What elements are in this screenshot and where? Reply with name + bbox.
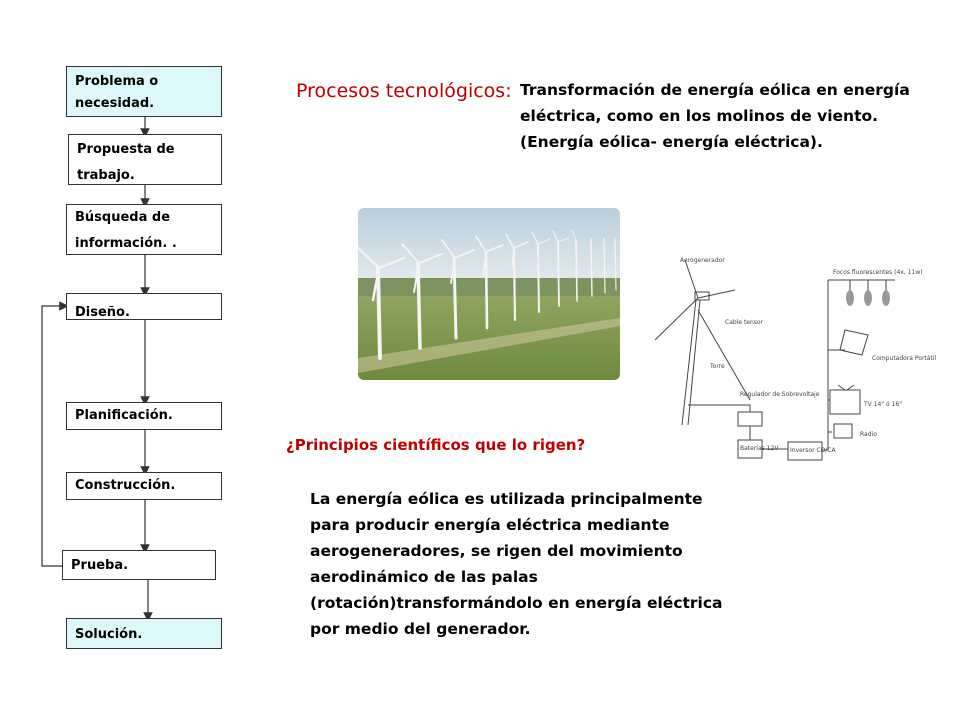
label-tv: TV 14" ó 16": [864, 401, 902, 408]
label-cable: Cable tensor: [725, 319, 764, 326]
step-label: Propuesta de: [77, 142, 175, 157]
step-construccion: [66, 472, 222, 500]
label-computadora: Computadora Portátil: [872, 355, 937, 362]
diagram-labels: [680, 257, 936, 454]
label-radio: Radio: [860, 431, 877, 438]
step-propuesta: [68, 134, 222, 185]
explanation-line: (rotación)transformándolo en energía eléctrica: [310, 594, 723, 612]
step-label: necesidad.: [75, 96, 155, 111]
explanation-line: aerogeneradores, se rigen del movimiento: [310, 542, 683, 560]
question-heading: ¿Principios científicos que lo rigen?: [286, 436, 586, 454]
step-problema: [66, 66, 222, 117]
explanation-line: aerodinámico de las palas: [310, 568, 538, 586]
step-prueba: [62, 550, 216, 580]
step-label: Solución.: [75, 627, 143, 642]
step-busqueda: [66, 204, 222, 255]
section-heading: Procesos tecnológicos:: [296, 80, 512, 102]
step-label: trabajo.: [77, 168, 135, 183]
wind-system-diagram: [640, 250, 940, 465]
step-label: Búsqueda de: [75, 210, 171, 225]
label-regulador: Regulador de Sobrevoltaje: [740, 391, 820, 398]
description-line: (Energía eólica- energía eléctrica).: [520, 133, 823, 151]
label-aerogenerador: Aerogenerador: [680, 257, 725, 264]
label-inversor: Inversor CD/CA: [790, 447, 836, 454]
process-description: [520, 77, 930, 155]
step-label: Problema o: [75, 74, 159, 89]
step-label: información. .: [75, 236, 177, 251]
label-focos: Focos fluorescentes (4x, 11w): [833, 269, 923, 276]
explanation-line: La energía eólica es utilizada principalmente: [310, 490, 703, 508]
step-label: Planificación.: [75, 408, 173, 423]
step-label: Prueba.: [71, 558, 129, 573]
description-line: Transformación de energía eólica en energía: [520, 81, 910, 99]
label-torre: Torre: [710, 363, 725, 370]
label-baterias: Baterías 12V: [740, 445, 779, 452]
explanation-line: para producir energía eléctrica mediante: [310, 516, 670, 534]
step-diseno: [66, 293, 222, 320]
step-label: Diseño.: [75, 305, 130, 320]
step-solucion: [66, 618, 222, 649]
description-line: eléctrica, como en los molinos de viento.: [520, 107, 879, 125]
explanation-line: por medio del generador.: [310, 620, 531, 638]
step-label: Construcción.: [75, 478, 176, 493]
step-planificacion: [66, 402, 222, 430]
explanation-text: [310, 486, 740, 642]
wind-farm-photo: [358, 208, 620, 380]
